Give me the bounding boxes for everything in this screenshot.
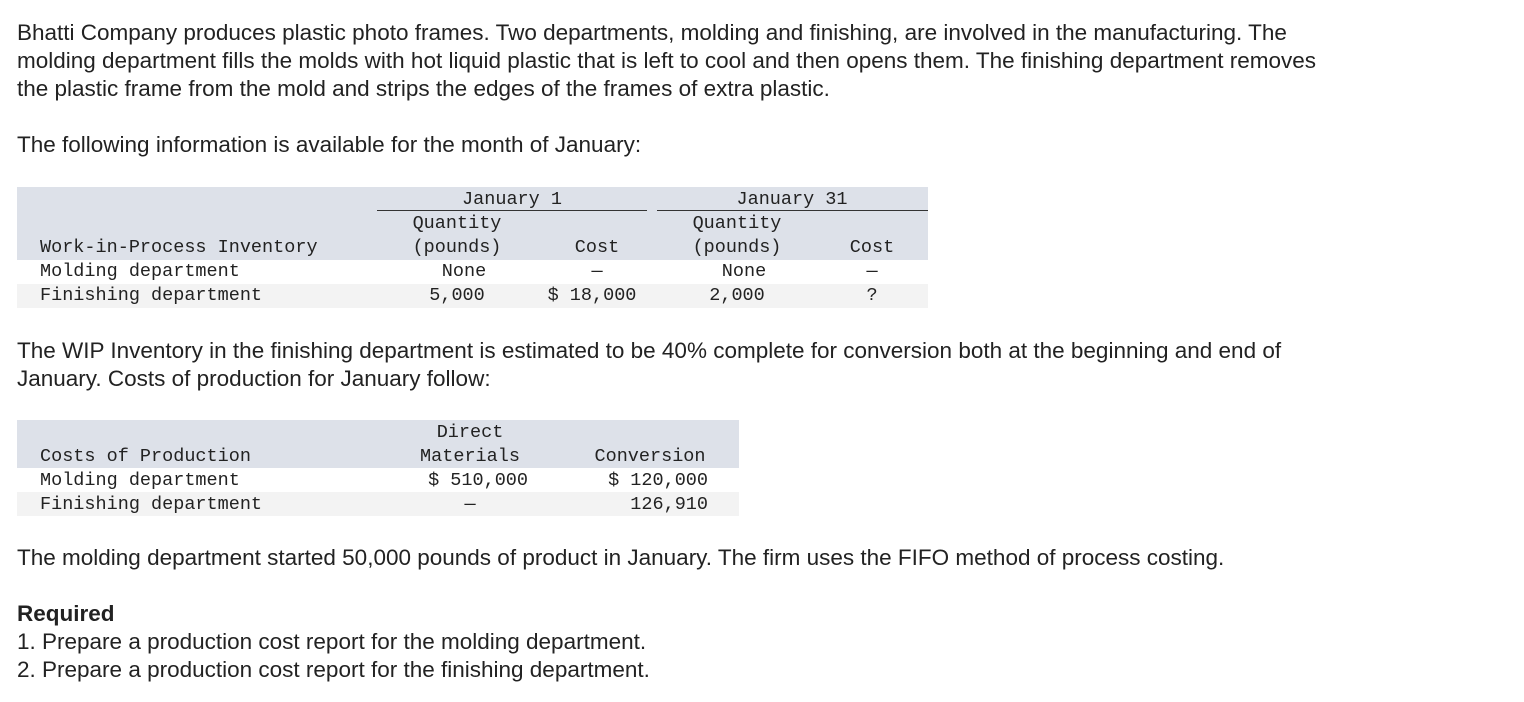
wip-c1: — (591, 261, 603, 282)
wip-qty-label-2a: Quantity (692, 213, 782, 234)
cost-dm-label-b: Materials (420, 446, 520, 467)
required-heading: Required (17, 601, 115, 626)
wip-q1: None (441, 261, 487, 282)
molding-note: The molding department started 50,000 pounds of product in January. The firm uses the FIFO method of process costing. (17, 545, 1225, 570)
wip-header-january-1: January 1 (462, 189, 562, 210)
wip-c2: ? (866, 285, 878, 306)
info-intro: The following information is available for the month of January: (17, 132, 642, 157)
wip-c2: — (866, 261, 878, 282)
required-item-2: 2. Prepare a production cost report for the finishing department. (17, 657, 650, 682)
wip-c1: $ 18,000 (547, 285, 637, 306)
wip-row-header: Work-in-Process Inventory (40, 237, 318, 258)
cost-conv-value: 126,910 (630, 494, 708, 515)
wip-qty-label-1a: Quantity (412, 213, 502, 234)
required-item-1: 1. Prepare a production cost report for the molding department. (17, 629, 647, 654)
wip-qty-label-1b: (pounds) (412, 237, 502, 258)
wip-header-rule-1 (377, 210, 647, 211)
wip-qty-label-2b: (pounds) (692, 237, 782, 258)
intro-line-2: molding department fills the molds with hot liquid plastic that is left to cool and then opens them. The finishing department removes (17, 48, 1317, 73)
wip-q1: 5,000 (429, 285, 485, 306)
cost-dm-value: — (464, 494, 476, 515)
wip-header-rule-2 (657, 210, 928, 211)
wip-note-line-1: The WIP Inventory in the finishing department is estimated to be 40% complete for conversion both at the beginning and end of (17, 338, 1282, 363)
wip-q2: None (721, 261, 767, 282)
cost-dm-label-a: Direct (436, 422, 504, 443)
intro-line-3: the plastic frame from the mold and strips the edges of the frames of extra plastic. (17, 76, 830, 101)
wip-header-january-31: January 31 (736, 189, 848, 210)
cost-row-label: Finishing department (40, 494, 263, 515)
wip-q2: 2,000 (709, 285, 765, 306)
cost-row-label: Molding department (40, 470, 240, 491)
wip-row-label: Molding department (40, 261, 240, 282)
cost-dm-value: $ 510,000 (428, 470, 528, 491)
cost-conv-value: $ 120,000 (608, 470, 708, 491)
cost-row-header: Costs of Production (40, 446, 251, 467)
wip-cost-label-1: Cost (574, 237, 620, 258)
wip-row-label: Finishing department (40, 285, 263, 306)
wip-note-line-2: January. Costs of production for January follow: (17, 366, 491, 391)
intro-line-1: Bhatti Company produces plastic photo frames. Two departments, molding and finishing, are involved in the manufacturing. The (17, 20, 1287, 45)
cost-conv-label: Conversion (594, 446, 706, 467)
wip-cost-label-2: Cost (849, 237, 895, 258)
